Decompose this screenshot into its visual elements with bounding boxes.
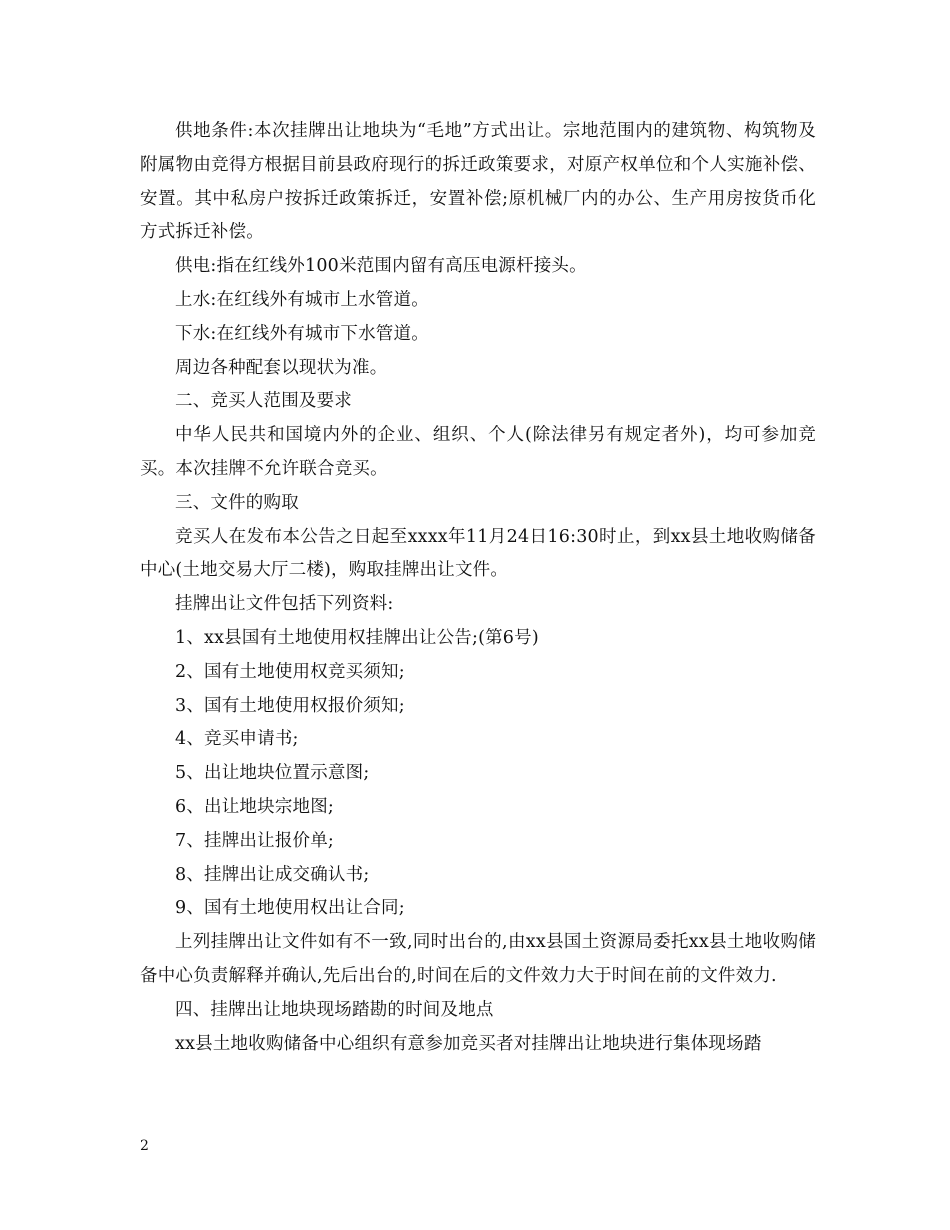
list-item: 8、挂牌出让成交确认书; [175, 864, 370, 885]
paragraph-site-visit: xx县土地收购储备中心组织有意参加竞买者对挂牌出让地块进行集体现场踏 [175, 1033, 762, 1054]
paragraph-bidder-scope: 中华人民共和国境内外的企业、组织、个人(除法律另有规定者外)，均可参加竞买。本次挂牌不允许联合竞买。 [140, 425, 816, 479]
list-item: 9、国有土地使用权出让合同; [175, 898, 405, 919]
list-item: 4、竞买申请书; [175, 729, 299, 750]
paragraph-supply-conditions: 供地条件:本次挂牌出让地块为“毛地”方式出让。宗地范围内的建筑物、构筑物及附属物由竞得方根据目前县政府现行的拆迁政策要求，对原产权单位和个人实施补偿、安置。其中私房户按拆迁政策拆迁，安置补偿;原机械厂内的办公、生产用房按货币化方式拆迁补偿。 [140, 121, 816, 243]
paragraph-power-supply: 供电:指在红线外100米范围内留有高压电源杆接头。 [175, 256, 587, 277]
page-number: 2 [140, 1138, 149, 1154]
list-item: 5、出让地块位置示意图; [175, 763, 370, 784]
section-heading-bidders: 二、竞买人范围及要求 [175, 391, 352, 412]
list-item: 2、国有土地使用权竞买须知; [175, 661, 405, 682]
section-heading-site-visit: 四、挂牌出让地块现场踏勘的时间及地点 [175, 999, 494, 1020]
section-heading-documents: 三、文件的购取 [175, 492, 299, 513]
list-item: 1、xx县国有土地使用权挂牌出让公告;(第6号) [175, 627, 539, 648]
paragraph-facilities: 周边各种配套以现状为准。 [175, 357, 388, 378]
paragraph-interpretation: 上列挂牌出让文件如有不一致,同时出台的,由xx县国土资源局委托xx县土地收购储备中心负责解释并确认,先后出台的,时间在后的文件效力大于时间在前的文件效力. [140, 932, 816, 986]
paragraph-document-list-intro: 挂牌出让文件包括下列资料: [175, 594, 394, 615]
list-item: 6、出让地块宗地图; [175, 796, 335, 817]
paragraph-document-purchase: 竞买人在发布本公告之日起至xxxx年11月24日16:30时止，到xx县土地收购储备中心(土地交易大厅二楼)，购取挂牌出让文件。 [140, 526, 816, 581]
paragraph-drainage: 下水:在红线外有城市下水管道。 [175, 323, 429, 344]
list-item: 7、挂牌出让报价单; [175, 830, 335, 851]
paragraph-water-supply: 上水:在红线外有城市上水管道。 [175, 289, 429, 310]
document-body [140, 115, 816, 1061]
list-item: 3、国有土地使用权报价须知; [175, 695, 405, 716]
